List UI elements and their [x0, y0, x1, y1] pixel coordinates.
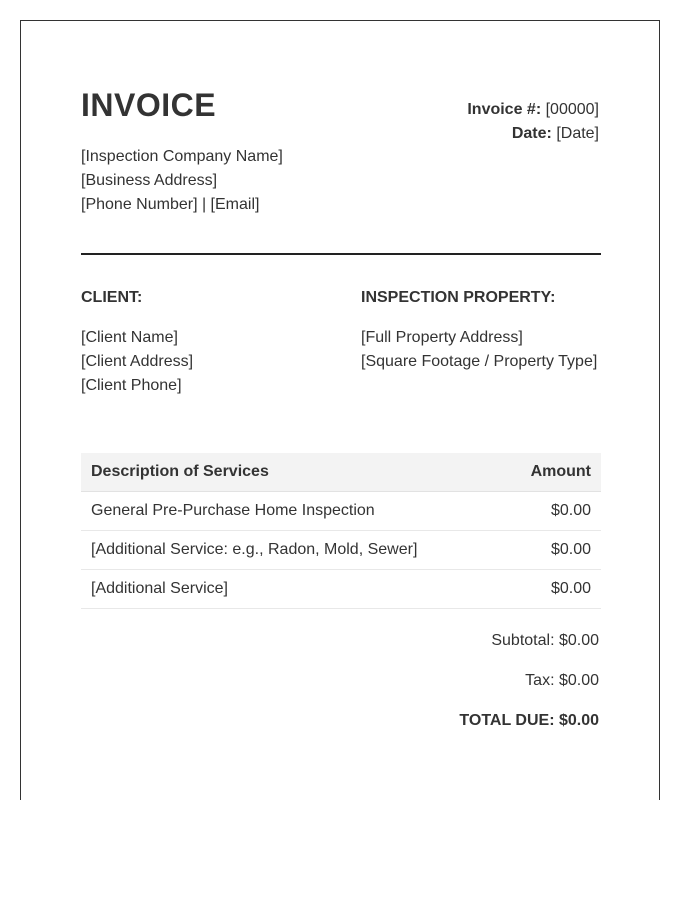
table-row: [81, 570, 601, 609]
invoice-sheet: [20, 20, 660, 800]
client-phone: [Client Phone]: [81, 377, 182, 394]
total-due: TOTAL DUE: $0.00: [459, 712, 599, 729]
invoice-title: INVOICE: [81, 87, 217, 123]
company-name: [Inspection Company Name]: [81, 148, 283, 165]
property-block: [361, 286, 597, 374]
property-details: [Square Footage / Property Type]: [361, 353, 598, 370]
client-heading: CLIENT:: [81, 289, 143, 306]
property-address: [Full Property Address]: [361, 329, 523, 346]
service-description: [Additional Service]: [81, 570, 503, 609]
client-address: [Client Address]: [81, 353, 194, 370]
service-amount: $0.00: [503, 531, 601, 570]
company-info: [81, 145, 283, 217]
invoice-date-value: [Date]: [556, 125, 599, 142]
table-row: [81, 492, 601, 531]
invoice-number-label: Invoice #:: [467, 101, 542, 118]
header-divider: [81, 253, 601, 255]
tax: Tax: $0.00: [525, 672, 599, 689]
amount-header: Amount: [503, 453, 601, 492]
invoice-date-label: Date:: [511, 125, 552, 142]
services-table: [81, 453, 601, 609]
subtotal: Subtotal: $0.00: [491, 632, 599, 649]
service-description: [Additional Service: e.g., Radon, Mold, Sewer]: [81, 531, 503, 570]
services-header-row: [81, 453, 601, 492]
client-block: [81, 286, 193, 398]
service-amount: $0.00: [503, 492, 601, 531]
service-amount: $0.00: [503, 570, 601, 609]
property-heading: INSPECTION PROPERTY:: [361, 289, 556, 306]
invoice-number-value: [00000]: [545, 101, 599, 118]
service-description: General Pre-Purchase Home Inspection: [81, 492, 503, 531]
description-header: Description of Services: [81, 453, 503, 492]
company-contact: [Phone Number] | [Email]: [81, 196, 260, 213]
client-name: [Client Name]: [81, 329, 178, 346]
totals-block: [459, 629, 599, 749]
table-row: [81, 531, 601, 570]
invoice-date-line: [467, 122, 599, 146]
invoice-number-line: [467, 98, 599, 122]
company-address: [Business Address]: [81, 172, 218, 189]
invoice-meta: [467, 98, 599, 146]
